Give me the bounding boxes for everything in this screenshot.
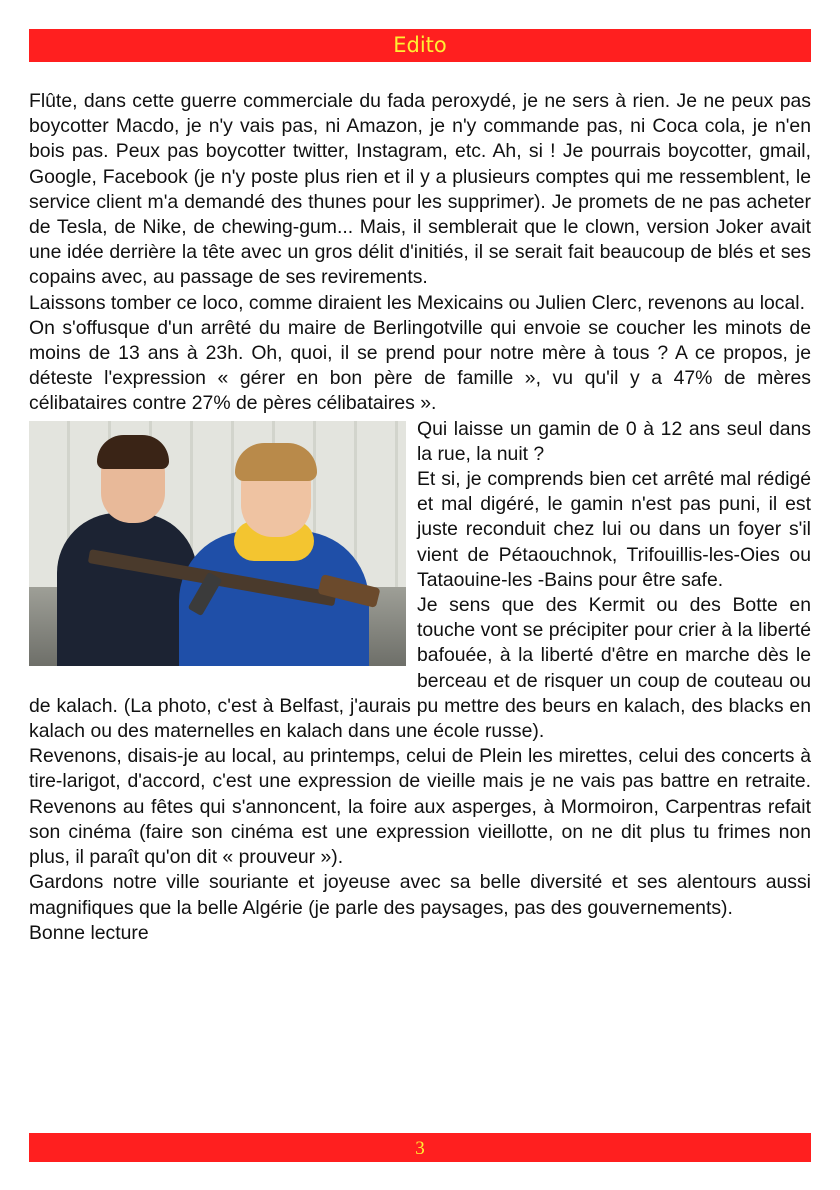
header-banner [29,29,811,62]
photo-boy-left-hair [97,435,169,469]
page-title: Edito [393,33,447,57]
paragraph: Laissons tomber ce loco, comme diraient les Mexicains ou Julien Clerc, revenons au local. [29,291,805,314]
photo-boy-left-body [57,513,197,666]
paragraph: Qui laisse un gamin de 0 à 12 ans seul dans la rue, la nuit ? [417,417,811,465]
footer-banner [29,1133,811,1162]
photo-boy-right-hair [235,443,317,481]
paragraph: Flûte, dans cette guerre commerciale du fada peroxydé, je ne sers à rien. Je ne peux pas boycotter Macdo, je n'y vais pas, ni Amazon, je n'y commande pas, ni Coca cola, je n'en bois pas. Peux pas boycotter twitter, Instagram, etc. Ah, si ! Je pourrais boycotter, gmail, Google, Facebook (je n'y poste plus rien et il y a plusieurs comptes qui me ressemblent, le service client m'a demandé des thunes pour les supprimer). Je promets de ne pas acheter de Tesla, de Nike, de chewing-gum... Mais, il semblerait que le clown, version Joker avait une idée derrière la tête avec un gros délit d'initiés, il se serait fait beaucoup de blés et ses copains avec, au passage de ses revirements. [29,90,811,289]
paragraph: Revenons, disais-je au local, au printemps, celui de Plein les mirettes, celui des concerts à tire-larigot, d'accord, c'est une expression de vieille mais je ne vais pas battre en retraite. Revenons au fêtes qui s'annoncent, la foire aux asperges, à Mormoiron, Carpentras refait son cinéma (faire son cinéma est une expression vieillotte, on ne dit plus tu frimes non plus, il paraît qu'on dit « prouveur »). [29,745,811,869]
paragraph: Gardons notre ville souriante et joyeuse avec sa belle diversité et ses alentours aussi magnifiques que la belle Algérie (je parle des paysages, pas des gouvernements). [29,871,811,919]
page-number: 3 [415,1138,425,1159]
closing-line: Bonne lecture [29,921,149,944]
article-body [29,89,811,946]
paragraph: On s'offusque d'un arrêté du maire de Berlingotville qui envoie se coucher les minots de moins de 13 ans à 23h. Oh, quoi, il se prend pour notre mère à tous ? A ce propos, je déteste l'expression « gérer en bon père de famille », vu qu'il y a 47% de mères célibataires contre 27% de pères célibataires ». [29,316,811,415]
paragraph: Et si, je comprends bien cet arrêté mal rédigé et mal digéré, le gamin n'est pas puni, il est juste reconduit chez lui ou dans un foyer s'il vient de Pétaouchnok, Trifouillis-les-Oies ou Tataouine-les -Bains pour être safe. [417,468,811,591]
article-photo [29,421,406,666]
paragraph: Je sens que des Kermit ou des Botte en touche vont se précipiter pour crier à la liberté bafouée, à la liberté d'être en marche dès le berceau et de risquer un coup de couteau ou de kalach. (La photo, c'est à Belfast, j'aurais pu mettre des beurs en kalach, des blacks en kalach ou des maternelles en kalach dans une école russe). [29,594,811,743]
